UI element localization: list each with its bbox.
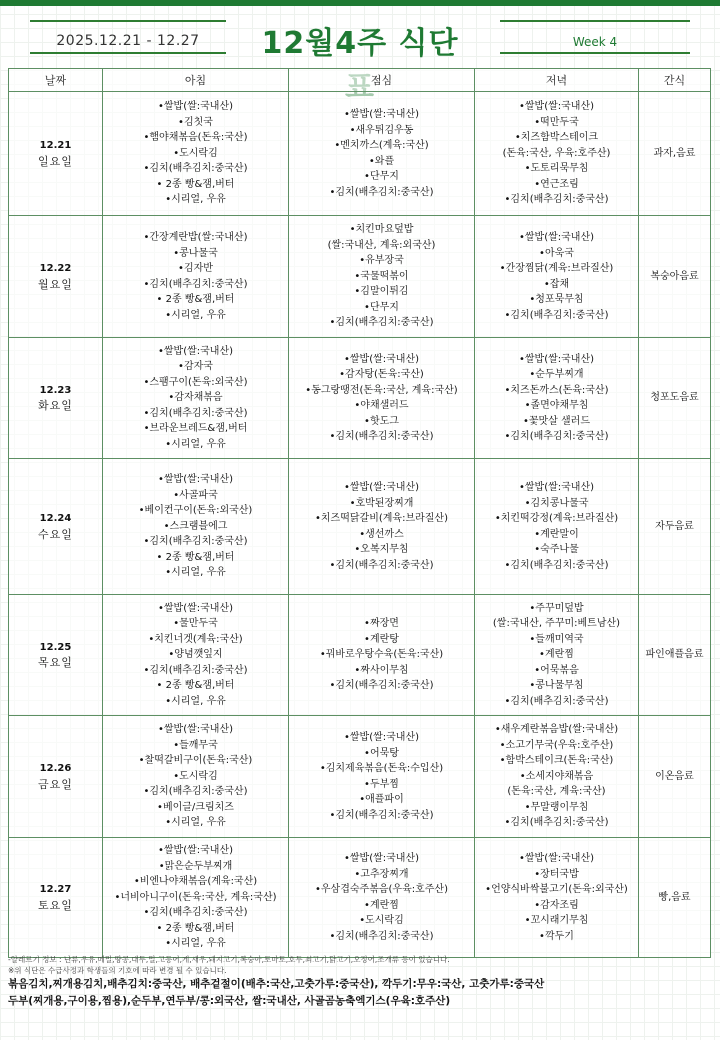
day-cell	[9, 838, 103, 958]
menu-item: •콩나물무침	[529, 680, 584, 692]
menu-item: •멘치까스(계육:국산)	[334, 140, 429, 151]
menu-item: •두부찜	[364, 778, 399, 790]
menu-item: •김말이튀김	[354, 286, 409, 298]
menu-item: •김치(배추김치:중국산)	[329, 317, 434, 329]
day-row	[9, 338, 711, 459]
snack-cell: 파인애플음료	[639, 595, 711, 716]
allergy-note: -알레르기 정보 : 난류,우유,메밀,땅콩,대두,밀,고등어,게,새우,돼지고기,복숭아,토마토,호두,쇠고기,닭고기,오징어,조개류 등이 있습니다.	[8, 955, 450, 964]
menu-item: • 2종 빵&잼,버터	[156, 680, 235, 692]
day-date: 12.26	[39, 763, 72, 774]
dinner-cell	[475, 216, 639, 338]
breakfast-cell	[103, 459, 289, 595]
lunch-cell	[289, 216, 475, 338]
menu-item: •시리얼, 우유	[165, 695, 226, 707]
menu-item: •김치(배추김치:중국산)	[504, 817, 609, 829]
menu-item: •생선까스	[359, 528, 404, 540]
dinner-cell	[475, 595, 639, 716]
menu-item: •함박스테이크(돈육:국산)	[499, 755, 614, 767]
breakfast-cell	[103, 216, 289, 338]
menu-item: •우삼겹숙주볶음(우육:호주산)	[315, 884, 448, 895]
menu-item: •쌀밥(쌀:국내산)	[343, 853, 420, 864]
menu-item: •감자조림	[534, 899, 579, 911]
lunch-cell	[289, 92, 475, 216]
menu-item: •김치(배추김치:중국산)	[329, 809, 434, 821]
day-weekday: 목요일	[38, 656, 73, 669]
header-rule	[500, 52, 690, 54]
day-row	[9, 92, 711, 216]
day-cell	[9, 338, 103, 459]
menu-item: •졸면야채무침	[524, 400, 589, 411]
menu-item: •김치(배추김치:중국산)	[329, 559, 434, 571]
snack-cell: 청포도음료	[639, 338, 711, 459]
menu-item: •와플	[368, 155, 395, 167]
dinner-cell	[475, 92, 639, 216]
menu-item: •연근조림	[534, 178, 579, 190]
menu-item: •쌀밥(쌀:국내산)	[518, 482, 595, 493]
menu-item: •치킨떡강정(계육:브라질산)	[494, 513, 619, 524]
col-header-date: 날짜	[9, 69, 103, 92]
header-rule	[500, 20, 690, 22]
header-rule	[30, 52, 226, 54]
menu-item: •도시락김	[359, 915, 404, 926]
day-date: 12.25	[39, 641, 72, 653]
menu-item: •새우계란볶음밥(쌀:국내산)	[494, 724, 619, 736]
menu-item: •핫도그	[364, 415, 399, 427]
menu-item: •베이컨구이(돈육:외국산)	[138, 505, 253, 517]
notes-section	[8, 954, 710, 1010]
dinner-cell	[475, 459, 639, 595]
menu-item: • 2종 빵&잼,버터	[156, 294, 235, 305]
menu-item: •꼬시래기무침	[524, 915, 589, 926]
menu-item: •도토리묵무침	[524, 163, 589, 175]
menu-item: •간장찜닭(계육:브라질산)	[499, 263, 614, 274]
menu-item: •쌀밥(쌀:국내산)	[157, 345, 234, 357]
menu-item: •무말랭이무침	[524, 801, 589, 813]
menu-item: •도시락김	[173, 770, 218, 782]
menu-item: •꽃맛살 샐러드	[522, 415, 591, 427]
lunch-cell	[289, 838, 475, 958]
menu-item: •깍두기	[539, 930, 574, 942]
menu-item: (돈육:국산, 계육:국산)	[507, 786, 606, 798]
menu-item: •김치(배추김치:중국산)	[504, 695, 609, 707]
date-range: 2025.12.21 - 12.27	[56, 33, 200, 49]
menu-item: •쌀밥(쌀:국내산)	[343, 109, 420, 120]
menu-item: •아욱국	[539, 247, 574, 259]
day-weekday: 화요일	[38, 399, 73, 412]
col-header-lunch: 점심	[289, 69, 475, 92]
menu-item: •단무지	[364, 171, 399, 182]
menu-item: •숙주나물	[534, 544, 579, 555]
menu-item: •치킨마요덮밥	[349, 224, 414, 236]
day-cell	[9, 92, 103, 216]
menu-item: •콩나물국	[173, 247, 218, 259]
breakfast-cell	[103, 716, 289, 838]
menu-item: •비엔나야채볶음(계육:국산)	[133, 876, 258, 888]
menu-item: •스크램블에그	[163, 520, 228, 532]
menu-item: •시리얼, 우유	[165, 817, 226, 829]
menu-item: •찰떡갈비구이(돈육:국산)	[138, 755, 253, 767]
lunch-cell	[289, 716, 475, 838]
menu-item: •쌀밥(쌀:국내산)	[157, 474, 234, 486]
menu-item: •주꾸미덮밥	[529, 602, 584, 614]
menu-item: •쌀밥(쌀:국내산)	[157, 101, 234, 113]
menu-item: • 2종 빵&잼,버터	[156, 922, 235, 934]
dinner-cell	[475, 838, 639, 958]
menu-item: •고추장찌개	[354, 868, 409, 880]
day-row	[9, 716, 711, 838]
menu-item: •감자탕(돈육:국산)	[339, 369, 424, 380]
lunch-cell	[289, 338, 475, 459]
menu-item: •청포묵무침	[529, 294, 584, 305]
menu-item: •감자채볶음	[168, 392, 223, 404]
menu-item: •감자국	[178, 361, 213, 373]
menu-item: (쌀:국내산, 주꾸미:베트남산)	[492, 618, 621, 630]
menu-item: •꿔바로우탕수육(돈육:국산)	[319, 649, 444, 661]
menu-item: •짜사이무침	[354, 664, 409, 676]
snack-cell: 자두음료	[639, 459, 711, 595]
menu-item: •너비아니구이(돈육:국산, 계육:국산)	[114, 891, 277, 903]
menu-item: •쌀밥(쌀:국내산)	[157, 845, 234, 857]
menu-item: •동그랑땡전(돈육:국산, 계육:국산)	[305, 384, 458, 396]
day-row	[9, 216, 711, 338]
menu-item: •들깨미역국	[529, 633, 584, 645]
menu-item: •애플파이	[359, 794, 404, 805]
menu-item: •물만두국	[173, 618, 218, 630]
menu-item: •소세지야채볶음	[519, 770, 594, 782]
meal-table	[8, 68, 711, 958]
table-header-row	[9, 69, 711, 92]
day-cell	[9, 595, 103, 716]
day-cell	[9, 459, 103, 595]
menu-item: •어묵볶음	[534, 664, 579, 676]
menu-item: •브라운브레드&잼,버터	[143, 423, 248, 435]
menu-item: •계란찜	[539, 649, 574, 661]
menu-item: •잡채	[543, 278, 570, 290]
menu-item: •사골파국	[173, 489, 218, 501]
menu-item: •김치(배추김치:중국산)	[329, 431, 434, 442]
menu-item: •시리얼, 우유	[165, 309, 226, 321]
menu-item: •김자반	[178, 263, 213, 274]
menu-item: •김치(배추김치:중국산)	[143, 536, 248, 548]
origin-note: 두부(찌개용,구이용,찜용),순두부,연두부/콩:외국산, 쌀:국내산, 사골곰농축엑기스(우육:호주산)	[8, 995, 451, 1007]
menu-item: •오복지무침	[354, 544, 409, 555]
day-date: 12.27	[39, 884, 72, 895]
menu-item: •시리얼, 우유	[165, 194, 226, 206]
menu-item: (돈육:국산, 우육:호주산)	[502, 147, 611, 159]
week-label: Week 4	[572, 35, 618, 49]
menu-item: •쌀밥(쌀:국내산)	[157, 602, 234, 614]
menu-item: (쌀:국내산, 계육:외국산)	[327, 239, 436, 251]
day-weekday: 일요일	[38, 154, 73, 168]
day-date: 12.24	[39, 513, 72, 524]
menu-item: •김치(배추김치:중국산)	[143, 163, 248, 175]
breakfast-cell	[103, 595, 289, 716]
day-date: 12.22	[39, 263, 72, 274]
menu-item: •김칫국	[178, 116, 213, 128]
menu-item: •쌀밥(쌀:국내산)	[343, 353, 420, 365]
menu-item: • 2종 빵&잼,버터	[156, 178, 235, 190]
day-weekday: 토요일	[38, 898, 73, 912]
menu-item: •김치제육볶음(돈육:수입산)	[319, 763, 444, 774]
day-weekday: 수요일	[38, 527, 73, 541]
menu-item: •김치(배추김치:중국산)	[504, 194, 609, 206]
menu-item: •김치(배추김치:중국산)	[504, 431, 609, 442]
menu-item: •김치(배추김치:중국산)	[143, 907, 248, 919]
menu-item: •국물떡볶이	[354, 270, 409, 282]
day-cell	[9, 216, 103, 338]
change-notice: ※위 식단은 수급사정과 학생들의 기호에 따라 변경 될 수 있습니다.	[8, 966, 227, 975]
dinner-cell	[475, 338, 639, 459]
menu-item: •장터국밥	[534, 868, 579, 880]
snack-cell: 복숭아음료	[639, 216, 711, 338]
menu-item: •호박된장찌개	[349, 497, 414, 509]
origin-note: 볶음김치,찌개용김치,배추김치:중국산, 배추겉절이(배추:국산,고춧가루:중국산), 깍두기:무우:국산, 고춧가루:중국산	[8, 978, 545, 990]
menu-item: •김치(배추김치:중국산)	[143, 278, 248, 290]
menu-item: •쌀밥(쌀:국내산)	[518, 353, 595, 365]
menu-item: •간장계란밥(쌀:국내산)	[143, 232, 248, 243]
lunch-cell	[289, 459, 475, 595]
menu-item: •햄야채볶음(돈육:국산)	[143, 132, 248, 144]
day-weekday: 금요일	[38, 777, 73, 791]
day-date: 12.21	[39, 140, 72, 151]
menu-item: •계란탕	[364, 633, 399, 645]
menu-item: •언양식바싹불고기(돈육:외국산)	[485, 884, 628, 895]
menu-item: •쌀밥(쌀:국내산)	[518, 101, 595, 113]
menu-item: •단무지	[364, 301, 399, 313]
menu-item: •들깨무국	[173, 739, 218, 751]
menu-item: •유부장국	[359, 255, 404, 267]
menu-item: •김치(배추김치:중국산)	[329, 186, 434, 198]
menu-item: •치즈돈까스(돈육:국산)	[504, 384, 609, 396]
menu-item: •야채샐러드	[354, 400, 409, 411]
menu-item: •순두부찌개	[529, 369, 584, 380]
menu-item: •베이글/크림치즈	[157, 801, 234, 813]
menu-item: •치킨너겟(계육:국산)	[148, 633, 243, 645]
menu-item: •짜장면	[364, 618, 399, 630]
menu-item: •김치(배추김치:중국산)	[504, 309, 609, 321]
header-rule	[30, 20, 226, 22]
breakfast-cell	[103, 92, 289, 216]
snack-cell: 과자,음료	[639, 92, 711, 216]
menu-item: •김치(배추김치:중국산)	[143, 664, 248, 676]
menu-item: •김치(배추김치:중국산)	[143, 786, 248, 798]
menu-item: •치즈떡닭갈비(계육:브라질산)	[315, 513, 448, 524]
snack-cell: 이온음료	[639, 716, 711, 838]
menu-item: •쌀밥(쌀:국내산)	[518, 853, 595, 864]
menu-item: •김치(배추김치:중국산)	[329, 930, 434, 942]
day-date: 12.23	[39, 384, 72, 396]
day-row	[9, 595, 711, 716]
day-cell	[9, 716, 103, 838]
col-header-breakfast: 아침	[103, 69, 289, 92]
menu-item: •맑은순두부찌개	[158, 860, 233, 872]
menu-item: •도시락김	[173, 147, 218, 159]
menu-item: •쌀밥(쌀:국내산)	[157, 724, 234, 736]
menu-item: •새우튀김우동	[349, 124, 414, 136]
menu-item: • 2종 빵&잼,버터	[156, 551, 235, 563]
menu-item: •시리얼, 우유	[165, 438, 226, 450]
menu-item: •치즈함박스테이크	[514, 132, 599, 144]
menu-item: •계란찜	[364, 899, 399, 911]
menu-item: •김치(배추김치:중국산)	[329, 680, 434, 692]
menu-item: •시리얼, 우유	[165, 938, 226, 950]
col-header-snack: 간식	[639, 69, 711, 92]
menu-item: •어묵탕	[364, 747, 399, 759]
breakfast-cell	[103, 838, 289, 958]
dinner-cell	[475, 716, 639, 838]
menu-item: •소고기무국(우육:호주산)	[499, 739, 614, 751]
col-header-dinner: 저녁	[475, 69, 639, 92]
breakfast-cell	[103, 338, 289, 459]
menu-item: •김치(배추김치:중국산)	[143, 407, 248, 419]
menu-item: •김치콩나물국	[524, 497, 589, 509]
day-row	[9, 838, 711, 958]
menu-item: •시리얼, 우유	[165, 567, 226, 579]
menu-item: •쌀밥(쌀:국내산)	[343, 482, 420, 493]
day-row	[9, 459, 711, 595]
snack-cell: 빵,음료	[639, 838, 711, 958]
menu-item: •쌀밥(쌀:국내산)	[343, 732, 420, 743]
header	[0, 6, 720, 66]
menu-item: •계란말이	[534, 528, 579, 540]
page-title: 12월4주 식단	[261, 26, 459, 61]
lunch-cell	[289, 595, 475, 716]
day-weekday: 월요일	[38, 277, 73, 291]
menu-item: •쌀밥(쌀:국내산)	[518, 232, 595, 243]
menu-item: •양념깻잎지	[168, 649, 223, 661]
menu-item: •떡만두국	[534, 116, 579, 128]
menu-item: •스팸구이(돈육:외국산)	[143, 376, 248, 388]
menu-item: •김치(배추김치:중국산)	[504, 559, 609, 571]
